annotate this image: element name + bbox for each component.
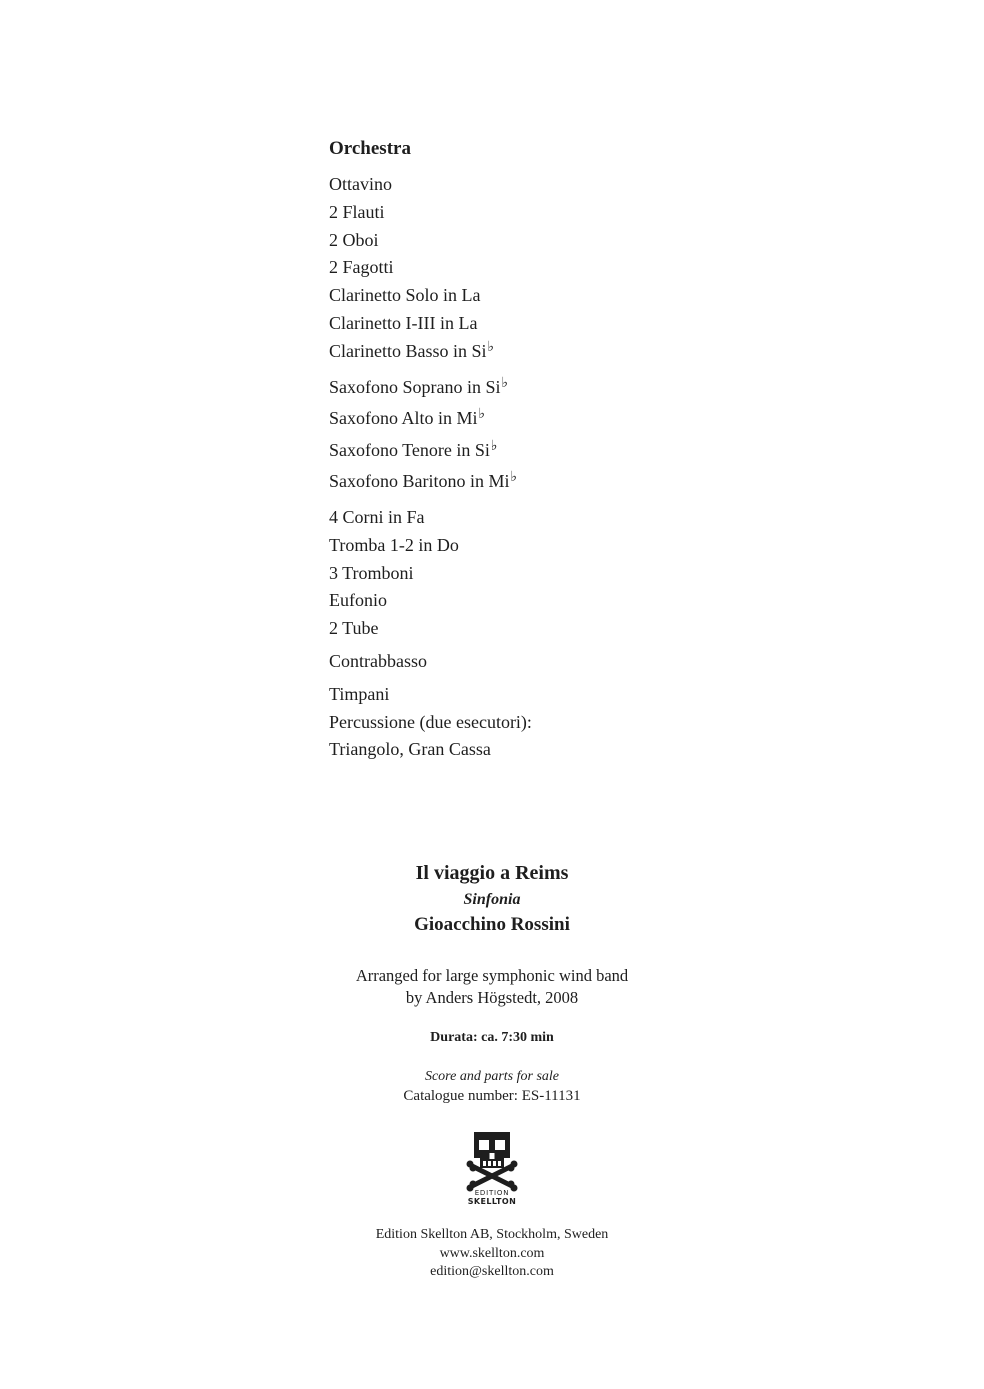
instrument-line: 2 Oboi (329, 229, 379, 250)
work-title: Il viaggio a Reims (415, 862, 569, 884)
instrument-name: Saxofono Baritono in Mi (329, 471, 510, 492)
publisher-info (0, 1226, 984, 1282)
instrument-line: 2 Tube (329, 618, 379, 639)
instrument-line: Eufonio (329, 590, 387, 611)
instrument-name: Saxofono Alto in Mi (329, 408, 478, 429)
flat-sign: ♭ (510, 470, 518, 486)
instrument-name: Saxofono Soprano in Si (329, 376, 501, 397)
saxophone-group (329, 373, 729, 499)
instrument-line: 3 Tromboni (329, 562, 414, 583)
flat-sign: ♭ (478, 407, 486, 423)
instrument-name: Clarinetto Basso in Si (329, 340, 487, 361)
flat-sign: ♭ (501, 375, 509, 391)
publisher-website[interactable]: www.skellton.com (439, 1245, 545, 1261)
instrumentation-list (329, 137, 729, 764)
instrument-line: Timpani (329, 683, 390, 704)
sale-note: Score and parts for sale (424, 1069, 560, 1084)
flat-sign: ♭ (490, 438, 498, 454)
instrument-line: Ottavino (329, 174, 392, 194)
orchestra-heading: Orchestra (329, 138, 411, 159)
instrument-line: Percussione (due esecutori): (329, 711, 532, 732)
instrument-line: 4 Corni in Fa (329, 506, 425, 527)
skull-crossbones-icon (462, 1128, 522, 1208)
instrument-line: Clarinetto I-III in La (329, 312, 478, 333)
instrument-line-flat (329, 373, 729, 405)
strings-group (329, 648, 729, 676)
instrument-line: 2 Flauti (329, 201, 385, 222)
instrument-line-flat (329, 404, 729, 436)
duration: Durata: ca. 7:30 min (430, 1030, 554, 1045)
work-subtitle: Sinfonia (463, 891, 521, 908)
arrangement-line: Arranged for large symphonic wind band (355, 966, 629, 985)
catalogue-number: Catalogue number: ES-11131 (403, 1088, 581, 1104)
instrument-name: Saxofono Tenore in Si (329, 439, 490, 460)
instrument-line-flat (329, 338, 729, 368)
percussion-group (329, 681, 729, 764)
instrument-line-flat (329, 436, 729, 468)
woodwind-group (329, 171, 729, 368)
instrument-line: 2 Fagotti (329, 257, 394, 278)
publisher-email[interactable]: edition@skellton.com (430, 1264, 554, 1279)
instrument-line: Triangolo, Gran Cassa (329, 739, 491, 760)
instrument-line: Clarinetto Solo in La (329, 285, 481, 306)
publisher-name: Edition Skellton AB, Stockholm, Sweden (375, 1227, 609, 1242)
composer-name: Gioacchino Rossini (414, 914, 570, 935)
instrument-line: Tromba 1-2 in Do (329, 534, 459, 555)
arranger-line: by Anders Högstedt, 2008 (405, 988, 579, 1007)
instrument-line: Contrabbasso (329, 650, 427, 671)
logo-skellton-text: SKELLTON (467, 1197, 517, 1206)
logo-edition-text: EDITION (474, 1189, 510, 1197)
brass-group (329, 504, 729, 643)
instrument-line-flat (329, 467, 729, 499)
arrangement-note (0, 965, 984, 1009)
flat-sign: ♭ (487, 339, 495, 355)
